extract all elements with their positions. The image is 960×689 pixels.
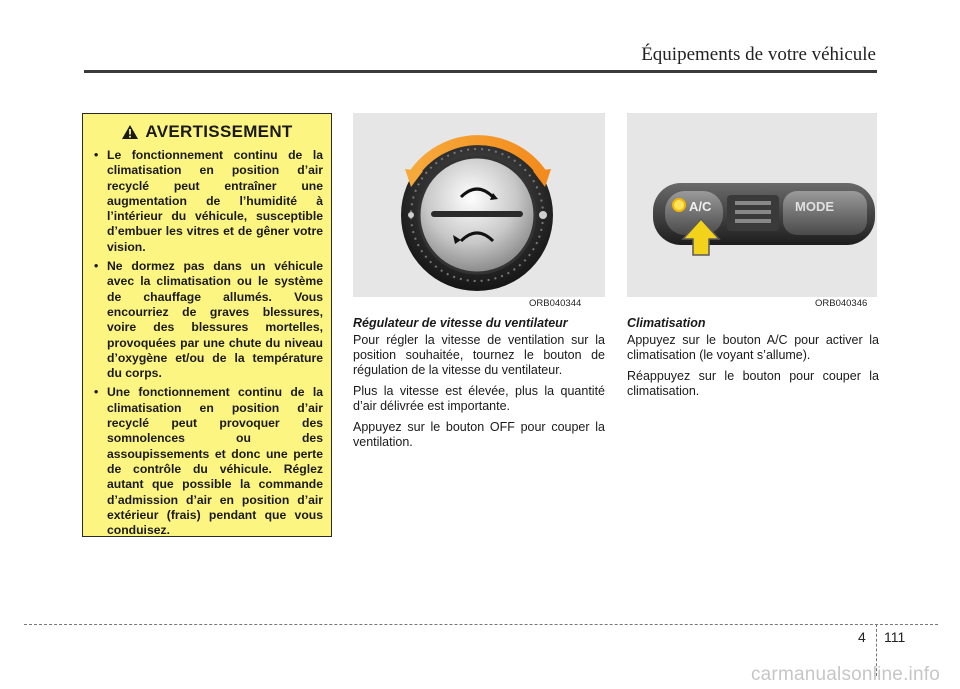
figure-code: ORB040346: [815, 298, 868, 309]
page-number: 111: [884, 629, 906, 645]
figure-code: ORB040344: [529, 298, 582, 309]
warning-item: • Le fonctionnement continu de la climatisation en position d’air recyclé peut entraîner une augmentation de l’humidité à l’intérieur du véhicule, susceptible d’embuer les vitres et de gêner votre vision.: [91, 148, 323, 255]
section-paragraph: Pour régler la vitesse de ventilation sur la position souhaitée, tournez le bouton de régulation de la vitesse du ventilateur.: [353, 333, 605, 377]
ac-button-label: A/C: [689, 199, 712, 214]
chapter-number: 4: [858, 629, 866, 645]
section-paragraph: Réappuyez sur le bouton pour couper la climatisation.: [627, 369, 879, 398]
header-rule: [84, 70, 877, 73]
section-heading: Régulateur de vitesse du ventilateur: [353, 316, 568, 330]
air-conditioning-section: [627, 316, 879, 405]
warning-item: • Une fonctionnement continu de la climatisation en position d’air recyclé peut provoquer des somnolences ou des assoupissements et donc une perte de contrôle du véhicule. Réglez autant que possible la commande d’admission d’air en position d’air extérieur (frais) pendant que vous conduisez.: [91, 385, 323, 538]
fan-low-icon: [408, 212, 414, 218]
footer-rule: [24, 624, 938, 625]
fan-speed-section: [353, 316, 605, 456]
warning-header: [91, 122, 323, 142]
ac-indicator-light-icon: [673, 199, 685, 211]
page-header-title: Équipements de votre véhicule: [641, 44, 876, 65]
warning-title: AVERTISSEMENT: [145, 122, 293, 141]
fan-speed-knob-figure: [353, 113, 605, 297]
warning-triangle-icon: [121, 124, 139, 140]
section-paragraph: Appuyez sur le bouton A/C pour activer la climatisation (le voyant s’allume).: [627, 333, 879, 362]
ac-button-figure: [627, 113, 877, 297]
ac-panel-illustration: [627, 113, 877, 297]
watermark: carmanualsonline.info: [750, 664, 940, 685]
mode-button-label: MODE: [795, 199, 834, 214]
warning-box: [82, 113, 332, 537]
fan-knob-illustration: [353, 113, 605, 297]
fan-high-icon: [539, 211, 547, 219]
warning-item: • Ne dormez pas dans un véhicule avec la climatisation ou le système de chauffage allumés. Vous encourriez de graves blessures, voire des blessures mortelles, provoquées par une chute du niveau d’oxygène et/ou de la température du corps.: [91, 259, 323, 381]
section-paragraph: Plus la vitesse est élevée, plus la quantité d’air délivrée est importante.: [353, 384, 605, 413]
warning-list: [91, 148, 323, 538]
section-heading: Climatisation: [627, 316, 706, 330]
section-paragraph: Appuyez sur le bouton OFF pour couper la ventilation.: [353, 420, 605, 449]
